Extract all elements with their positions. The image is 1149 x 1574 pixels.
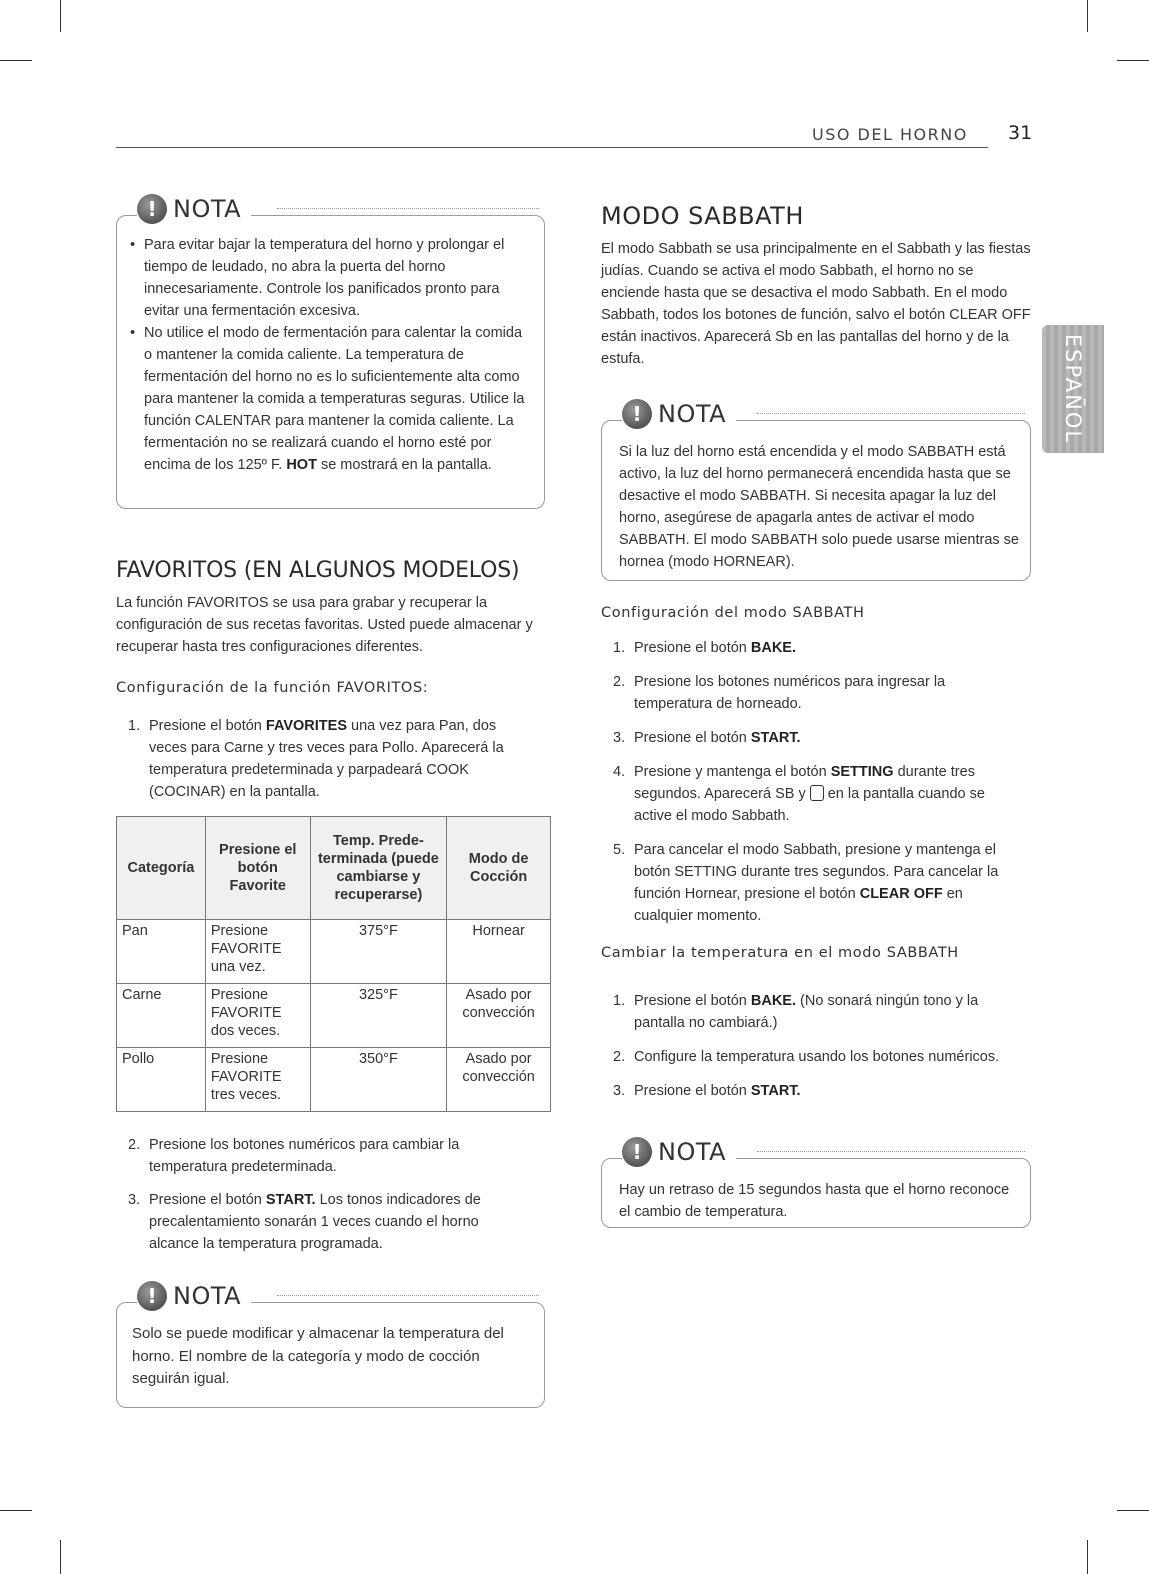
favoritos-intro: La función FAVORITOS se usa para grabar y recuperar la configuración de sus recetas favoritas. Usted puede almacenar y recuperar hasta tres configuraciones diferentes. <box>116 595 533 655</box>
step-text: en cualquier momento. <box>634 886 963 924</box>
note-divider <box>277 208 539 209</box>
note-header <box>137 194 251 224</box>
sabbath-indicator-icon <box>810 785 824 801</box>
sabbath-temp-steps <box>601 990 1021 1102</box>
table-row <box>117 984 551 1048</box>
step-text: una vez para Pan, dos veces para Carne y tres veces para Pollo. Aparecerá la temperatura predeterminada y parpadeará COOK (COCINAR) en la pantalla. <box>149 718 504 800</box>
crop-mark <box>60 1540 61 1574</box>
step-text: Presione el botón <box>634 640 747 656</box>
hot-label: HOT <box>286 457 317 473</box>
step-text: Presione el botón <box>634 993 747 1009</box>
crop-mark <box>0 60 32 61</box>
note-header <box>137 1281 251 1311</box>
language-tab <box>1042 325 1104 453</box>
header-rule <box>116 147 988 148</box>
step-number: 1. <box>613 640 626 656</box>
table-cell: Hornear <box>447 920 551 984</box>
note-bullet-list <box>130 234 530 476</box>
note-bullet <box>130 322 530 476</box>
step-item <box>601 761 1021 827</box>
bake-button-label: BAKE. <box>750 640 797 656</box>
sabbath-heading: MODO SABBATH <box>601 202 804 230</box>
start-button-label: START. <box>265 1192 316 1208</box>
note-header <box>622 1137 736 1167</box>
sabbath-intro: El modo Sabbath se usa principalmente en el Sabbath y las fiestas judías. Cuando se activa el modo Sabbath, el horno no se enciende hasta que se desactiva el modo Sabbath. En el modo Sabbath, todos los botones de función, salvo el botón CLEAR OFF están inactivos. Aparecerá Sb en las pantallas del horno y de la estufa. <box>601 241 1031 367</box>
step-number: 4. <box>613 764 626 780</box>
step-text: Para cancelar el modo Sabbath, presione y mantenga el botón SETTING durante tres segundos. Para cancelar la función Hornear, presione el botón <box>634 842 999 902</box>
note-text: se mostrará en la pantalla. <box>320 457 492 473</box>
table-header: Temp. Prede-terminada (puede cambiarse y recuperarse) <box>310 817 447 920</box>
start-button-label: START. <box>750 730 801 746</box>
step-text: Presione el botón <box>149 1192 262 1208</box>
favorites-table <box>116 816 551 1112</box>
step-number: 2. <box>128 1137 141 1153</box>
step-text: Presione el botón <box>634 1083 747 1099</box>
crop-mark <box>1087 0 1088 32</box>
header-section-title: USO DEL HORNO <box>812 125 968 144</box>
favoritos-heading: FAVORITOS (EN ALGUNOS MODELOS) <box>116 558 520 583</box>
note-box-temperature-delay <box>601 1138 1031 1228</box>
step-number: 2. <box>613 674 626 690</box>
step-item <box>601 637 1021 659</box>
table-cell: Asado por convección <box>447 984 551 1048</box>
table-cell: 350°F <box>310 1048 447 1112</box>
note-title: NOTA <box>658 1138 727 1166</box>
table-cell: 375°F <box>310 920 447 984</box>
step-item <box>601 1080 1021 1102</box>
crop-mark <box>1117 60 1149 61</box>
note-text: No utilice el modo de fermentación para calentar la comida o mantener la comida caliente. La temperatura de fermentación del horno no es lo suficientemente alta como para mantener la comida a temperaturas seguras. Utilice la función CALENTAR para mantener la comida caliente. La fermentación no se realizará cuando el horno esté por encima de los 125º F. <box>144 325 525 473</box>
table-header: Presione el botón Favorite <box>205 817 310 920</box>
setting-button-label: SETTING <box>830 764 894 780</box>
table-cell: Presione FAVORITE una vez. <box>205 920 310 984</box>
warning-icon: ! <box>622 1137 652 1167</box>
step-text: Presione los botones numéricos para cambiar la temperatura predeterminada. <box>149 1137 460 1175</box>
sabbath-temp-subheading: Cambiar la temperatura en el modo SABBATH <box>601 945 959 961</box>
table-cell: Presione FAVORITE dos veces. <box>205 984 310 1048</box>
note-title: NOTA <box>173 195 242 223</box>
note-divider <box>757 1151 1025 1152</box>
crop-mark <box>0 1510 32 1511</box>
note-text: Solo se puede modificar y almacenar la temperatura del horno. El nombre de la categoría y modo de cocción seguirán igual. <box>132 1325 504 1387</box>
step-item <box>601 839 1021 927</box>
step-text: en la pantalla cuando se active el modo Sabbath. <box>634 786 985 824</box>
table-row <box>117 920 551 984</box>
crop-mark <box>1087 1540 1088 1574</box>
step-text: Presione el botón <box>149 718 262 734</box>
step-text: Presione los botones numéricos para ingresar la temperatura de horneado. <box>634 674 946 712</box>
table-cell: Asado por convección <box>447 1048 551 1112</box>
step-item <box>116 1189 516 1255</box>
bake-button-label: BAKE. <box>750 993 797 1009</box>
step-text: durante tres segundos. Aparecerá SB y <box>634 764 975 802</box>
table-cell: 325°F <box>310 984 447 1048</box>
crop-mark <box>60 0 61 32</box>
step-item <box>116 1134 516 1178</box>
sabbath-config-steps <box>601 637 1021 927</box>
note-text: Si la luz del horno está encendida y el modo SABBATH está activo, la luz del horno permanecerá encendida hasta que se desactive el modo SABBATH. Si necesita apagar la luz del horno, asegúrese de apagarla antes de activar el modo SABBATH. El modo SABBATH solo puede usarse mientras se hornea (modo HORNEAR). <box>619 444 1019 570</box>
step-number: 1. <box>613 993 626 1009</box>
sabbath-config-subheading: Configuración del modo SABBATH <box>601 605 865 621</box>
favorites-button-label: FAVORITES <box>265 718 347 734</box>
note-box-favorites <box>116 1282 545 1408</box>
step-text: Los tonos indicadores de precalentamiento sonarán 1 veces cuando el horno alcance la temperatura programada. <box>149 1192 481 1252</box>
step-number: 3. <box>128 1192 141 1208</box>
table-header: Categoría <box>117 817 206 920</box>
page-number: 31 <box>1008 122 1033 144</box>
table-cell: Carne <box>117 984 206 1048</box>
note-box-sabbath-light <box>601 400 1031 581</box>
step-text: (No sonará ningún tono y la pantalla no cambiará.) <box>634 993 979 1031</box>
note-divider <box>277 1295 539 1296</box>
step-number: 3. <box>613 730 626 746</box>
table-cell: Presione FAVORITE tres veces. <box>205 1048 310 1112</box>
table-cell: Pan <box>117 920 206 984</box>
step-text: Configure la temperatura usando los botones numéricos. <box>634 1049 1000 1065</box>
note-box-proofing <box>116 195 545 509</box>
crop-mark <box>1117 1510 1149 1511</box>
step-number: 2. <box>613 1049 626 1065</box>
note-header <box>622 399 736 429</box>
favoritos-step-list-continued <box>116 1134 516 1255</box>
table-row <box>117 1048 551 1112</box>
warning-icon: ! <box>137 1281 167 1311</box>
step-item <box>601 727 1021 749</box>
language-tab-label: ESPAÑOL <box>1061 333 1085 445</box>
step-item <box>601 990 1021 1034</box>
note-title: NOTA <box>173 1282 242 1310</box>
note-divider <box>757 413 1025 414</box>
warning-icon: ! <box>137 194 167 224</box>
note-text: Hay un retraso de 15 segundos hasta que el horno reconoce el cambio de temperatura. <box>619 1182 1010 1220</box>
step-text: Presione el botón <box>634 730 747 746</box>
clear-off-button-label: CLEAR OFF <box>859 886 943 902</box>
step-text: Presione y mantenga el botón <box>634 764 827 780</box>
favoritos-subheading: Configuración de la función FAVORITOS: <box>116 680 429 696</box>
step-number: 3. <box>613 1083 626 1099</box>
note-title: NOTA <box>658 400 727 428</box>
table-header: Modo de Cocción <box>447 817 551 920</box>
warning-icon: ! <box>622 399 652 429</box>
favoritos-step-list <box>116 715 516 803</box>
step-item <box>116 715 516 803</box>
note-bullet: • Para evitar bajar la temperatura del horno y prolongar el tiempo de leudado, no abra la puerta del horno innecesariamente. Controle los panificados pronto para evitar una fermentación excesiva. <box>130 234 530 322</box>
start-button-label: START. <box>750 1083 801 1099</box>
step-number: 5. <box>613 842 626 858</box>
step-item <box>601 1046 1021 1068</box>
step-item <box>601 671 1021 715</box>
step-number: 1. <box>128 718 141 734</box>
table-cell: Pollo <box>117 1048 206 1112</box>
